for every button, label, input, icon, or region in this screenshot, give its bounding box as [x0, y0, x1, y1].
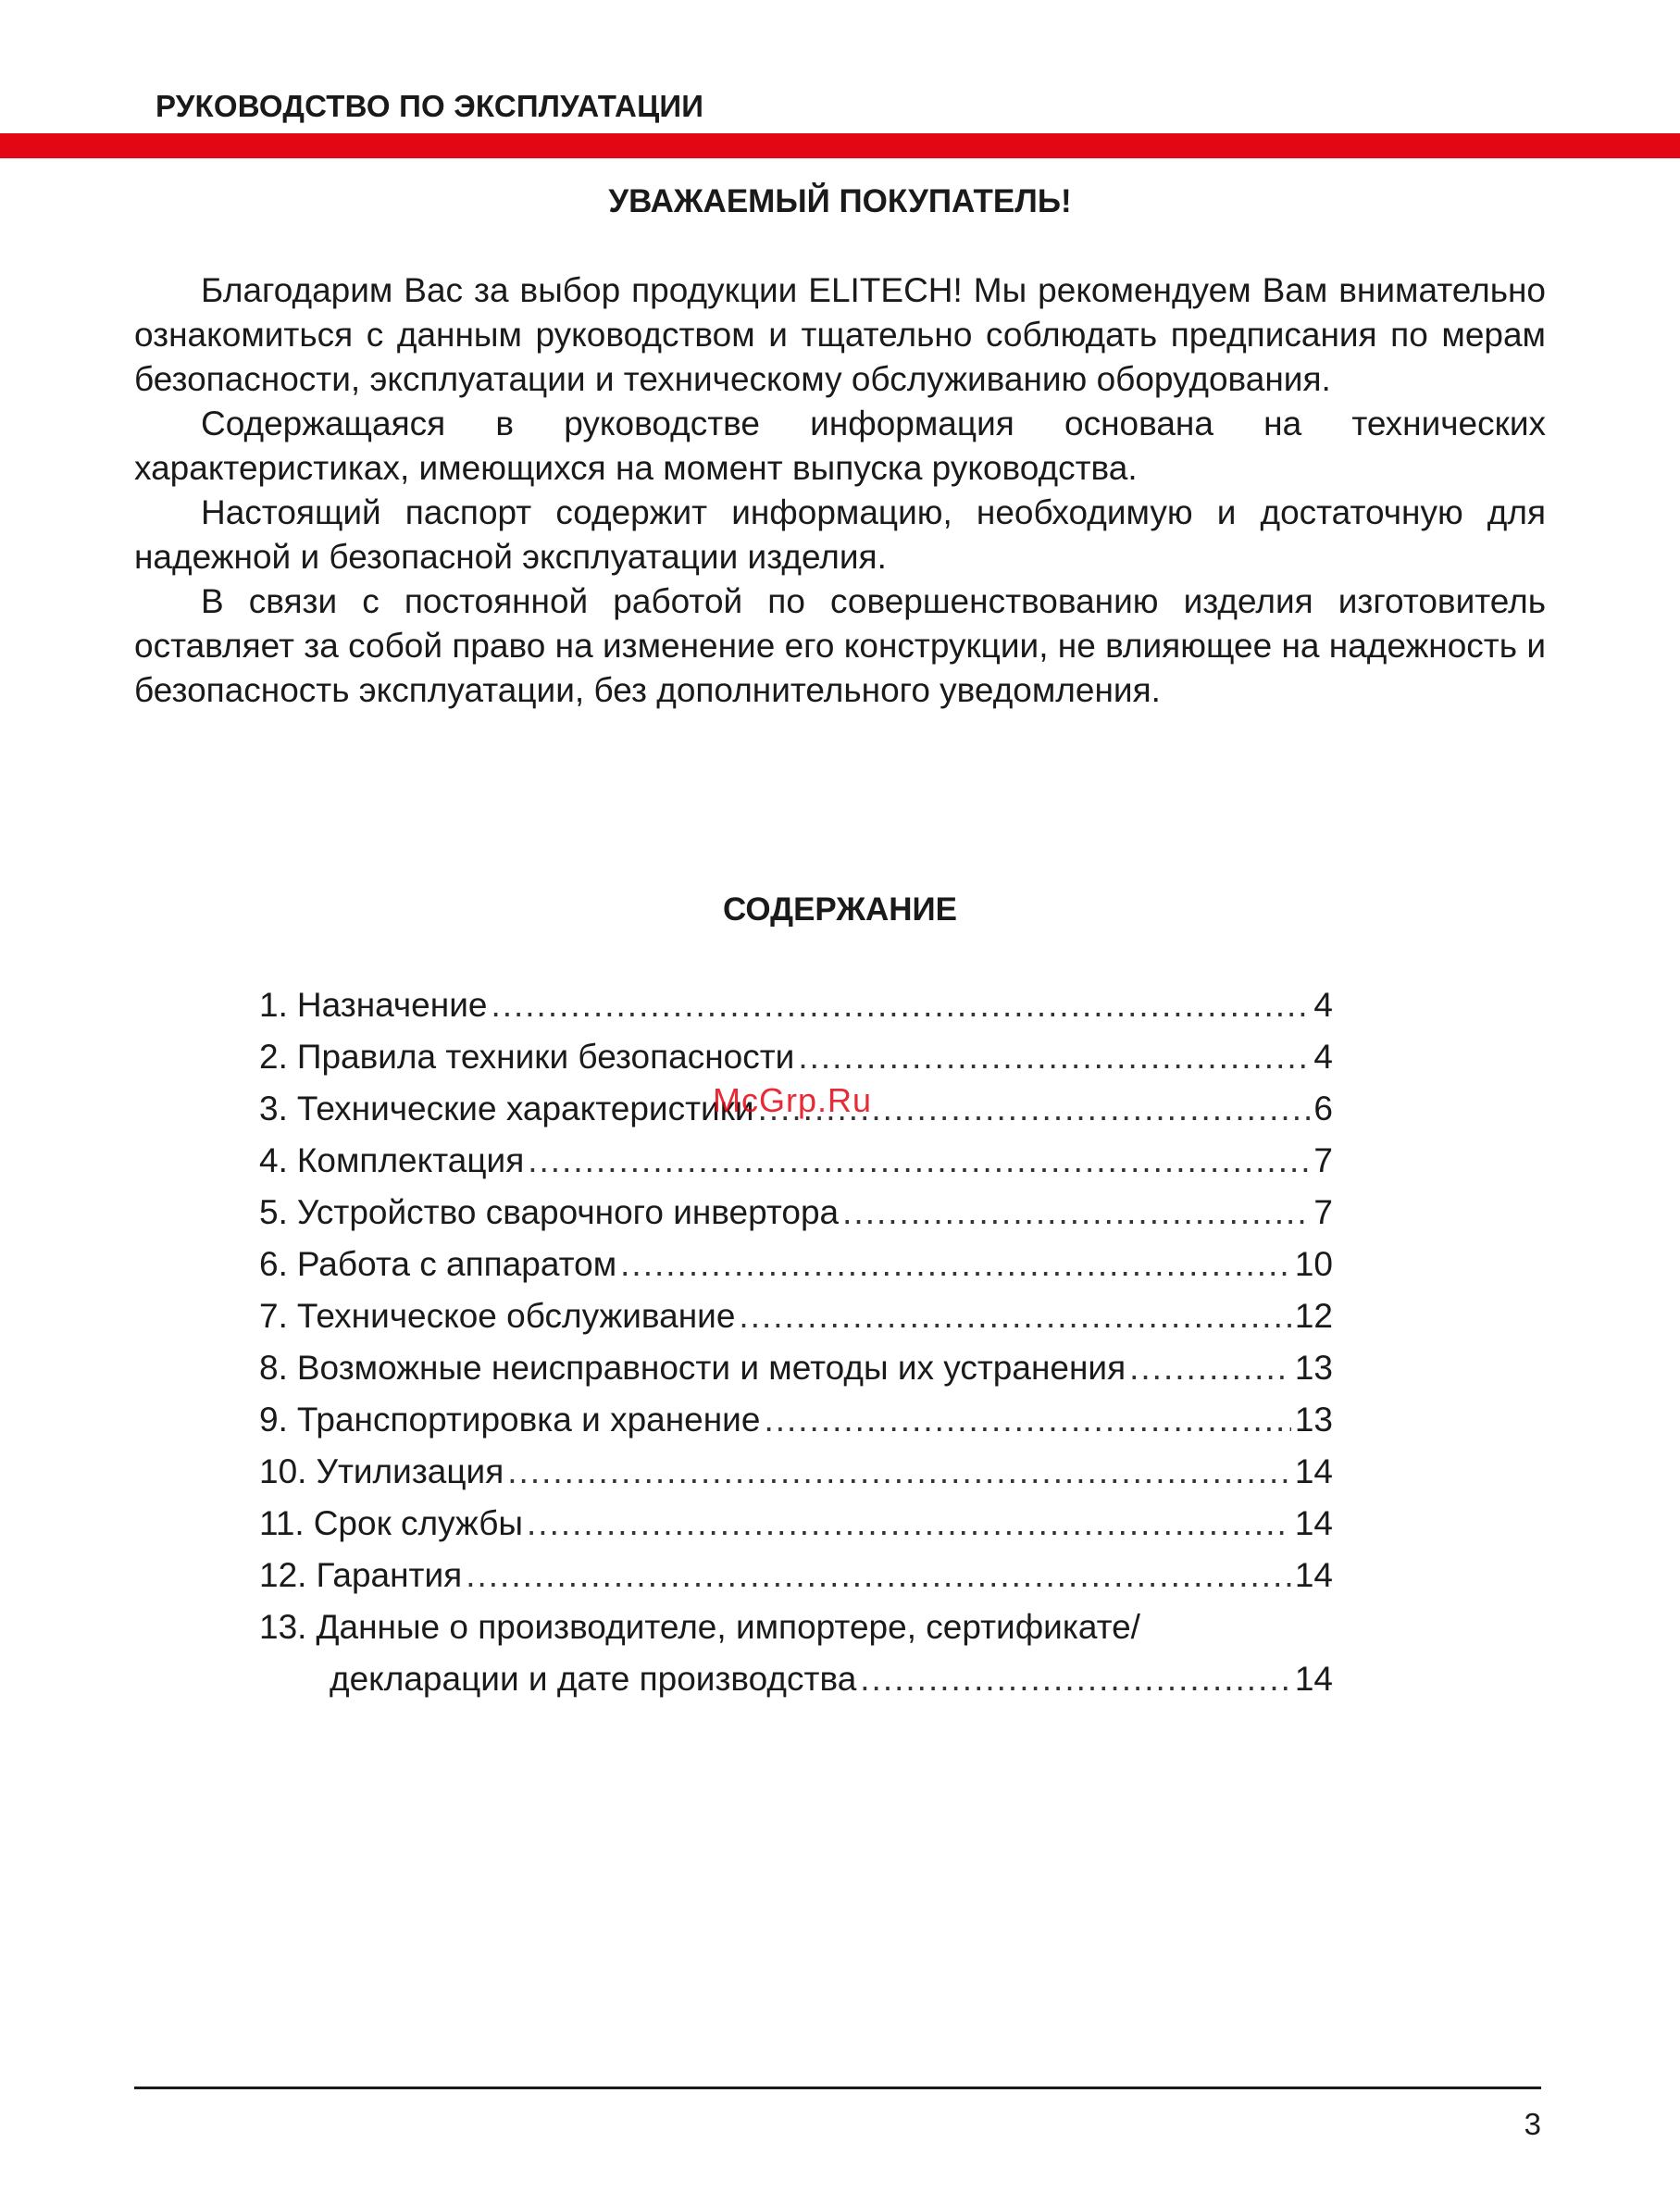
toc-leader-dots [1129, 1349, 1291, 1388]
toc-leader-dots [764, 1401, 1290, 1439]
toc-item-label: Гарантия [316, 1556, 463, 1594]
toc-item-number: 8. [259, 1349, 288, 1387]
document-header-title: РУКОВОДСТВО ПО ЭКСПЛУАТАЦИИ [156, 89, 704, 123]
toc-item-page: 14 [1294, 1504, 1333, 1542]
toc-item-label: Данные о производителе, импортере, сертификате/ [316, 1608, 1140, 1646]
toc-item-page: 7 [1313, 1141, 1333, 1179]
intro-paragraph: В связи с постоянной работой по совершенствованию изделия изготовитель оставляет за собой право на изменение его конструкции, не влияющее на надежность и безопасность эксплуатации, без дополнительного уведомления. [134, 582, 1546, 709]
toc-item-continuation[interactable] [259, 1660, 1333, 1712]
toc-item-number: 13. [259, 1608, 307, 1646]
toc-item-number: 2. [259, 1038, 288, 1076]
toc-leader-dots [860, 1660, 1291, 1699]
toc-item-page: 6 [1313, 1090, 1333, 1127]
toc-item-number: 4. [259, 1141, 288, 1179]
toc-item-page: 12 [1294, 1297, 1333, 1335]
toc-item[interactable] [259, 1504, 1333, 1556]
toc-item[interactable] [259, 986, 1333, 1038]
toc-item-number: 7. [259, 1297, 288, 1335]
watermark-text: McGrp.Ru [713, 1081, 873, 1119]
toc-item-label: Технические характеристики [296, 1090, 754, 1127]
toc-item-number: 5. [259, 1193, 288, 1231]
toc-item-label: Устройство сварочного инвертора [296, 1193, 840, 1231]
toc-leader-dots [507, 1452, 1291, 1491]
toc-item[interactable] [259, 1401, 1333, 1452]
toc-item-page: 13 [1294, 1401, 1333, 1439]
toc-item-number: 12. [259, 1556, 307, 1594]
page-number: 3 [1524, 2107, 1541, 2141]
toc-item-label: Назначение [296, 986, 488, 1024]
toc-item-label: Срок службы [313, 1504, 524, 1542]
footer-divider [134, 2087, 1541, 2089]
toc-item-number: 11. [259, 1504, 305, 1542]
toc-item-number: 6. [259, 1245, 288, 1283]
toc-item-number: 1. [259, 986, 288, 1024]
toc-item[interactable] [259, 1608, 1333, 1660]
toc-item-page: 10 [1294, 1245, 1333, 1283]
toc-leader-dots [842, 1193, 1310, 1232]
intro-paragraph: Благодарим Вас за выбор продукции ELITECH! Мы рекомендуем Вам внимательно ознакомиться с данным руководством и тщательно соблюдать предписания по мерам безопасности, эксплуатации и техническому обслуживанию оборудования. [134, 271, 1546, 398]
toc-item[interactable] [259, 1297, 1333, 1349]
toc-item[interactable] [259, 1245, 1333, 1297]
header-red-bar [0, 133, 1680, 158]
toc-item-page: 13 [1294, 1349, 1333, 1387]
toc-item-label: Утилизация [316, 1452, 504, 1490]
toc-item-page: 14 [1294, 1556, 1333, 1594]
toc-item-label: Комплектация [296, 1141, 525, 1179]
toc-leader-dots [466, 1556, 1291, 1595]
toc-item[interactable] [259, 1349, 1333, 1401]
toc-item-page: 14 [1294, 1660, 1333, 1698]
toc-item-page: 4 [1313, 1038, 1333, 1076]
toc-title: СОДЕРЖАНИЕ [722, 891, 957, 928]
toc-item[interactable] [259, 1556, 1333, 1608]
intro-paragraph: Содержащаяся в руководстве информация основана на технических характеристиках, имеющихся на момент выпуска руководства. [134, 405, 1546, 487]
toc-leader-dots [620, 1245, 1291, 1284]
toc-item-label: Работа с аппаратом [296, 1245, 617, 1283]
toc-item[interactable] [259, 1141, 1333, 1193]
toc-item[interactable] [259, 1452, 1333, 1504]
toc-item[interactable] [259, 1193, 1333, 1245]
intro-text [134, 268, 1546, 713]
toc-item-page: 7 [1313, 1193, 1333, 1231]
intro-paragraph: Настоящий паспорт содержит информацию, необходимую и достаточную для надежной и безопасной эксплуатации изделия. [134, 493, 1546, 576]
toc-leader-dots [798, 1038, 1310, 1077]
toc-item-page: 4 [1313, 986, 1333, 1024]
toc-leader-dots [739, 1297, 1290, 1336]
toc-item-page: 14 [1294, 1452, 1333, 1490]
toc-item-label: Правила техники безопасности [296, 1038, 795, 1076]
toc-leader-dots [491, 986, 1310, 1025]
toc-leader-dots [527, 1504, 1291, 1543]
toc-item-label: Техническое обслуживание [296, 1297, 736, 1335]
toc-leader-dots [528, 1141, 1310, 1180]
greeting-heading: УВАЖАЕМЫЙ ПОКУПАТЕЛЬ! [608, 183, 1072, 219]
toc-item-label: Транспортировка и хранение [296, 1401, 761, 1439]
toc-item-label: декларации и дате производства [330, 1660, 857, 1698]
toc-item-number: 3. [259, 1090, 288, 1127]
toc-item-number: 9. [259, 1401, 288, 1439]
toc-item-number: 10. [259, 1452, 307, 1490]
toc-item-label: Возможные неисправности и методы их устранения [296, 1349, 1126, 1387]
